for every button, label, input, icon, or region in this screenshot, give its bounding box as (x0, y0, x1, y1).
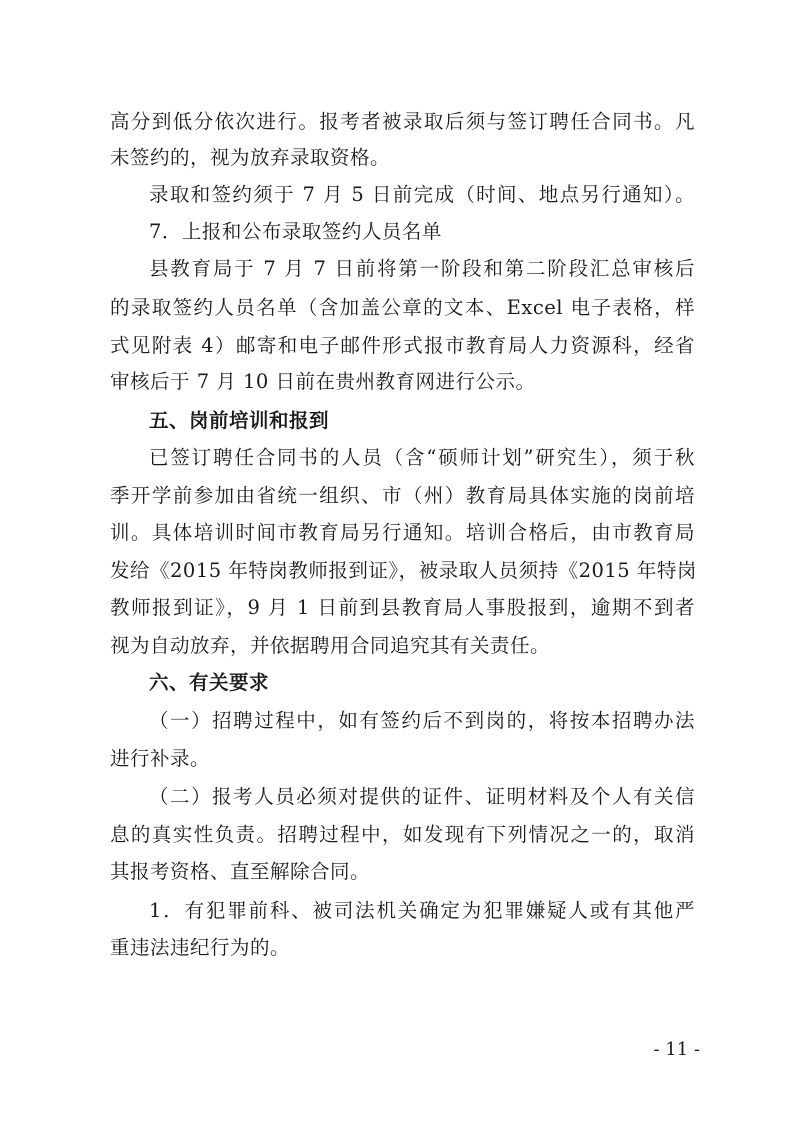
subheading-line: 7．上报和公布录取签约人员名单 (149, 220, 442, 243)
text-line: 教师报到证》，9 月 1 日前到县教育局人事股报到，逾期不到者 (110, 596, 695, 619)
text-line: 高分到低分依次进行。报考者被录取后须与签订聘任合同书。凡 (110, 110, 695, 133)
text-line: 的录取签约人员名单（含加盖公章的文本、Excel 电子表格，样 (110, 296, 695, 319)
text-line: 视为自动放弃，并依据聘用合同追究其有关责任。 (110, 634, 551, 657)
text-line: 1．有犯罪前科、被司法机关确定为犯罪嫌疑人或有其他严 (149, 899, 695, 922)
section-heading: 六、有关要求 (149, 671, 270, 694)
text-line: 重违法违纪行为的。 (110, 936, 291, 959)
text-line: 录取和签约须于 7 月 5 日前完成（时间、地点另行通知）。 (149, 183, 695, 206)
text-line: 县教育局于 7 月 7 日前将第一阶段和第二阶段汇总审核后 (149, 257, 695, 280)
text-line: 训。具体培训时间市教育局另行通知。培训合格后，由市教育局 (110, 521, 695, 544)
text-line: （二）报考人员必须对提供的证件、证明材料及个人有关信 (149, 785, 695, 808)
text-line: 发给《2015 年特岗教师报到证》，被录取人员须持《2015 年特岗 (110, 559, 697, 582)
text-line: 息的真实性负责。招聘过程中，如发现有下列情况之一的，取消 (110, 823, 695, 846)
text-line: （一）招聘过程中，如有签约后不到岗的，将按本招聘办法 (149, 709, 695, 732)
text-line: 未签约的，视为放弃录取资格。 (110, 146, 391, 169)
text-line: 其报考资格、直至解除合同。 (110, 860, 371, 883)
text-line: 进行补录。 (110, 747, 211, 770)
text-line: 已签订聘任合同书的人员（含“硕师计划”研究生），须于秋 (149, 446, 695, 469)
text-line: 季开学前参加由省统一组织、市（州）教育局具体实施的岗前培 (110, 484, 695, 507)
page-number: - 11 - (653, 1039, 700, 1060)
text-line: 审核后于 7 月 10 日前在贵州教育网进行公示。 (110, 370, 536, 393)
text-line: 式见附表 4）邮寄和电子邮件形式报市教育局人力资源科，经省 (110, 334, 695, 357)
section-heading: 五、岗前培训和报到 (149, 409, 330, 432)
